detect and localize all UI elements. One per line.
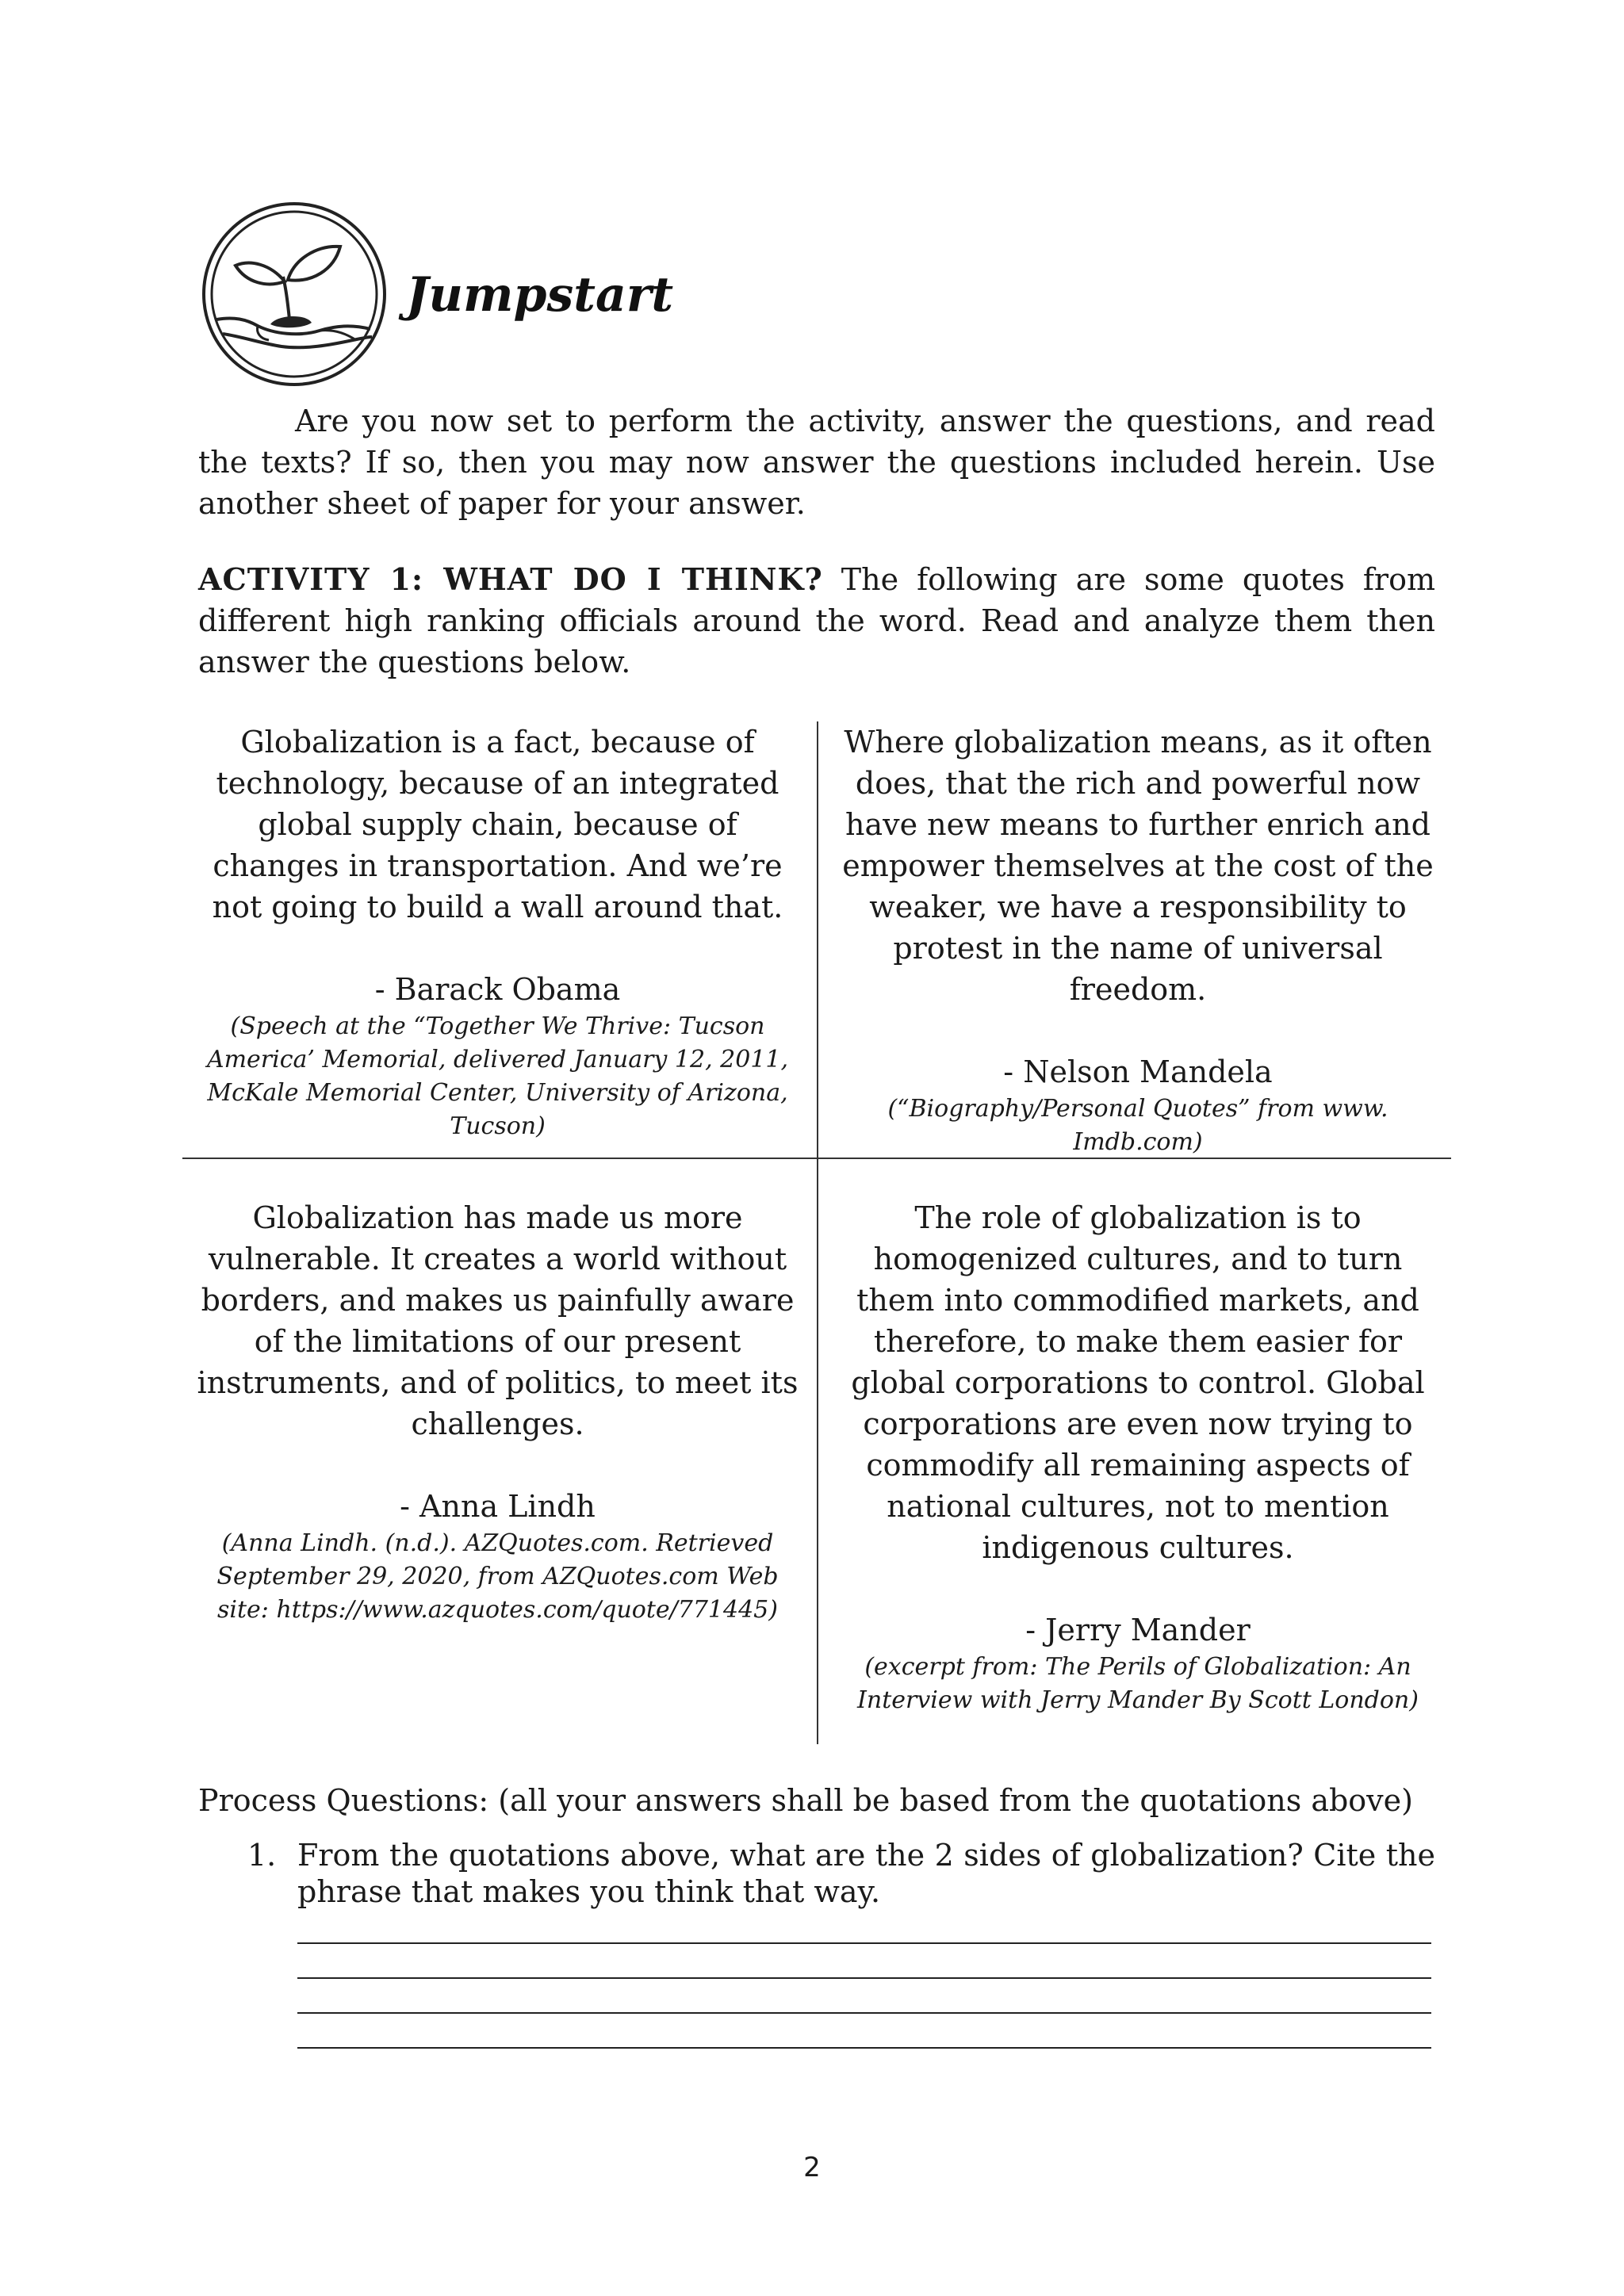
quote-cell-lindh (194, 1197, 801, 1627)
question-number: 1. (247, 1838, 277, 1873)
quote-source: (Anna Lindh. (n.d.). AZQuotes.com. Retrieved September 29, 2020, from AZQuotes.com Web site: https://www.azquotes.com/quote/771445) (216, 1529, 779, 1624)
quotes-grid (182, 721, 1451, 1744)
activity-instructions (198, 559, 1435, 683)
section-heading: Jumpstart (406, 267, 674, 323)
process-questions-title: Process Questions: (all your answers shall be based from the quotations above) (198, 1783, 1413, 1818)
quote-author: - Jerry Mander (1025, 1613, 1251, 1647)
answer-line[interactable] (297, 2012, 1431, 2014)
answer-line[interactable] (297, 2047, 1431, 2049)
quote-source: (Speech at the “Together We Thrive: Tucson America’ Memorial, delivered January 12, 2011, McKale Memorial Center, University of Arizona, Tucson) (206, 1012, 789, 1140)
process-question (198, 1837, 1435, 1910)
page-number: 2 (803, 2152, 821, 2183)
quote-text: Where globalization means, as it often does, that the rich and powerful now have new means to further enrich and empower themselves at the cost of the weaker, we have a responsibility to protest in the name of universal freedom. (842, 725, 1434, 1007)
question-text: From the quotations above, what are the 2 sides of globalization? Cite the phrase that makes you think that way. (297, 1838, 1435, 1909)
quote-author: - Nelson Mandela (1003, 1054, 1273, 1089)
activity-label: ACTIVITY 1: WHAT DO I THINK? (198, 561, 823, 597)
quote-cell-mandela (833, 721, 1443, 1159)
quote-author: - Anna Lindh (400, 1489, 596, 1524)
answer-line[interactable] (297, 1942, 1431, 1944)
seedling-in-hand-icon (201, 201, 388, 388)
quote-cell-mander (833, 1197, 1443, 1717)
intro-paragraph: Are you now set to perform the activity, answer the questions, and read the texts? If so, then you may now answer the questions included herein. Use another sheet of paper for your answer. (198, 404, 1435, 521)
quote-text: Globalization has made us more vulnerable. It creates a world without borders, and makes us painfully aware of the limitations of our present instruments, and of politics, to meet its challenges. (197, 1200, 799, 1441)
activity-text: The following are some quotes from different high ranking officials around the word. Read and analyze them then answer the questions below. (198, 562, 1435, 679)
quote-text: The role of globalization is to homogenized cultures, and to turn them into commodified markets, and therefore, to make them easier for global corporations to control. Global corporations are even now trying to commodify all remaining aspects of national cultures, not to mention indigenous cultures. (851, 1200, 1425, 1565)
grid-vertical-divider (817, 721, 818, 1744)
answer-line[interactable] (297, 1977, 1431, 1979)
quote-source: (excerpt from: The Perils of Globalization: An Interview with Jerry Mander By Scott London) (857, 1653, 1419, 1714)
quote-author: - Barack Obama (374, 972, 621, 1007)
quote-cell-obama (194, 721, 801, 1143)
quote-text: Globalization is a fact, because of technology, because of an integrated global supply chain, because of changes in transportation. And we’re not going to build a wall around that. (212, 725, 783, 924)
quote-source: (“Biography/Personal Quotes” from www. Imdb.com) (887, 1095, 1388, 1156)
